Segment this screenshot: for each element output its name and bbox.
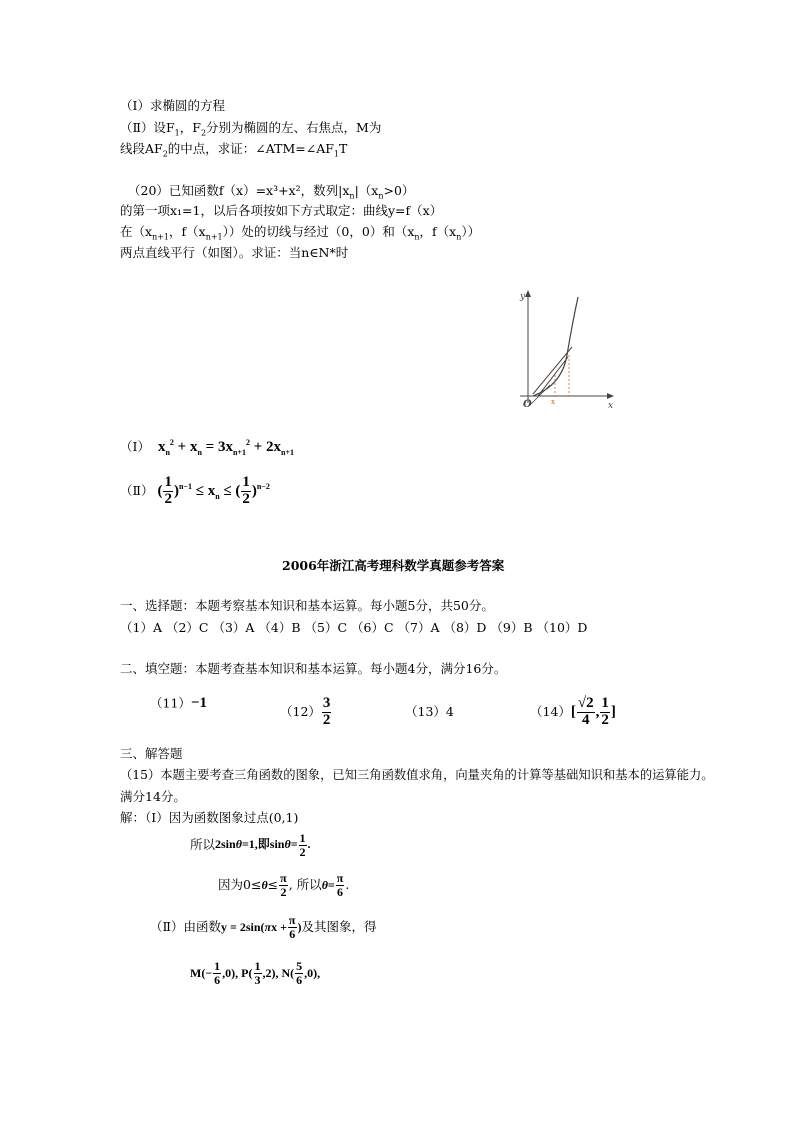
points-mpn: M(− $\frac{1}{6}$ ,0), P( $\frac{1}{3}$ ,2), N( $\frac{5}{6}$ ,0), (190, 959, 321, 987)
y-axis-arrow (525, 290, 531, 297)
fill-14: （14）[ $\frac{√2}{4}$ , $\frac{1}{2}$ ] (530, 695, 616, 728)
function-graph (500, 285, 620, 430)
solution-part1: 解：（Ⅰ）因为函数图象过点(0,1) (120, 810, 299, 825)
eq-sin: 所以2sinθ=1,即sinθ= $\frac{1}{2}$ . (190, 831, 311, 859)
q20-line3: 在（$x_{n+1}$，$f(x_{n+1})$）处的切线与经过（0，0）和（$x_n$，$f(x_n)$） (120, 224, 481, 242)
fill-11: （11）−1 (150, 695, 207, 711)
proof1: （Ⅰ） $x_n^2 + x_n = 3x_{n+1}^2 + 2x_{n+1}$ (120, 438, 295, 457)
section3-heading: 三、解答题 (120, 746, 183, 761)
origin-label: O (523, 399, 532, 410)
q15-score: 满分14分。 (120, 789, 186, 804)
fill-13: （13）4 (405, 704, 454, 719)
y-axis-label: y (520, 292, 526, 302)
q20-line4: 两点直线平行（如图）。求证：当n∈N*时 (120, 245, 349, 260)
q20-line1: （20）已知函数f（x）=x³+x²，数列$|x_n|(x_n>0)$ (128, 183, 415, 201)
small-line (530, 385, 550, 405)
section1-heading: 一、选择题：本题考察基本知识和基本运算。每小题5分，共50分。 (120, 598, 494, 613)
q20-line2: 的第一项x₁=1，以后各项按如下方式取定：曲线y=f（x） (120, 203, 443, 218)
q19-part1: （Ⅰ）求椭圆的方程 (120, 98, 225, 113)
curve (533, 297, 578, 396)
answers-title: 2006年浙江高考理科数学真题参考答案 (282, 558, 505, 573)
tangent-line (538, 357, 568, 396)
section2-heading: 二、填空题：本题考查基本知识和基本运算。每小题4分，满分16分。 (120, 661, 507, 676)
x-axis-label: x (608, 401, 614, 411)
proof2: （Ⅱ） ( $\frac{1}{2}$ )$^{n-1} \le x_n$ ≤ ( $\frac{1}{2}$ )$^{n-2}$ (120, 474, 270, 507)
section1-answers: （1）A （2）C （3）A （4）B （5）C （6）C （7）A （8）D （9）B （10）D (120, 620, 588, 635)
q19-part2: （Ⅱ）设$F_1$，$F_2$分别为椭圆的左、右焦点，M为 (120, 120, 382, 138)
q15-intro: （15）本题主要考查三角函数的图象，已知三角函数值求角，向量夹角的计算等基础知识和基本的运算能力。 (120, 768, 714, 782)
x-axis-arrow (607, 393, 614, 399)
part2-line: （Ⅱ）由函数y = 2sin(πx + $\frac{\pi}{6}$ )及其图象，得 (150, 913, 377, 941)
q19-part2-line2: 线段$AF_2$的中点，求证：$\angle ATM=\angle AF_1T$ (120, 141, 348, 159)
secant-line (533, 347, 572, 394)
eq-theta: 因为0≤θ≤ $\frac{\pi}{2}$ , 所以θ= $\frac{\pi}{6}$ . (218, 871, 350, 899)
point-label: x (551, 398, 555, 406)
fill-12: （12） $\frac{3}{2}$ (280, 695, 331, 728)
